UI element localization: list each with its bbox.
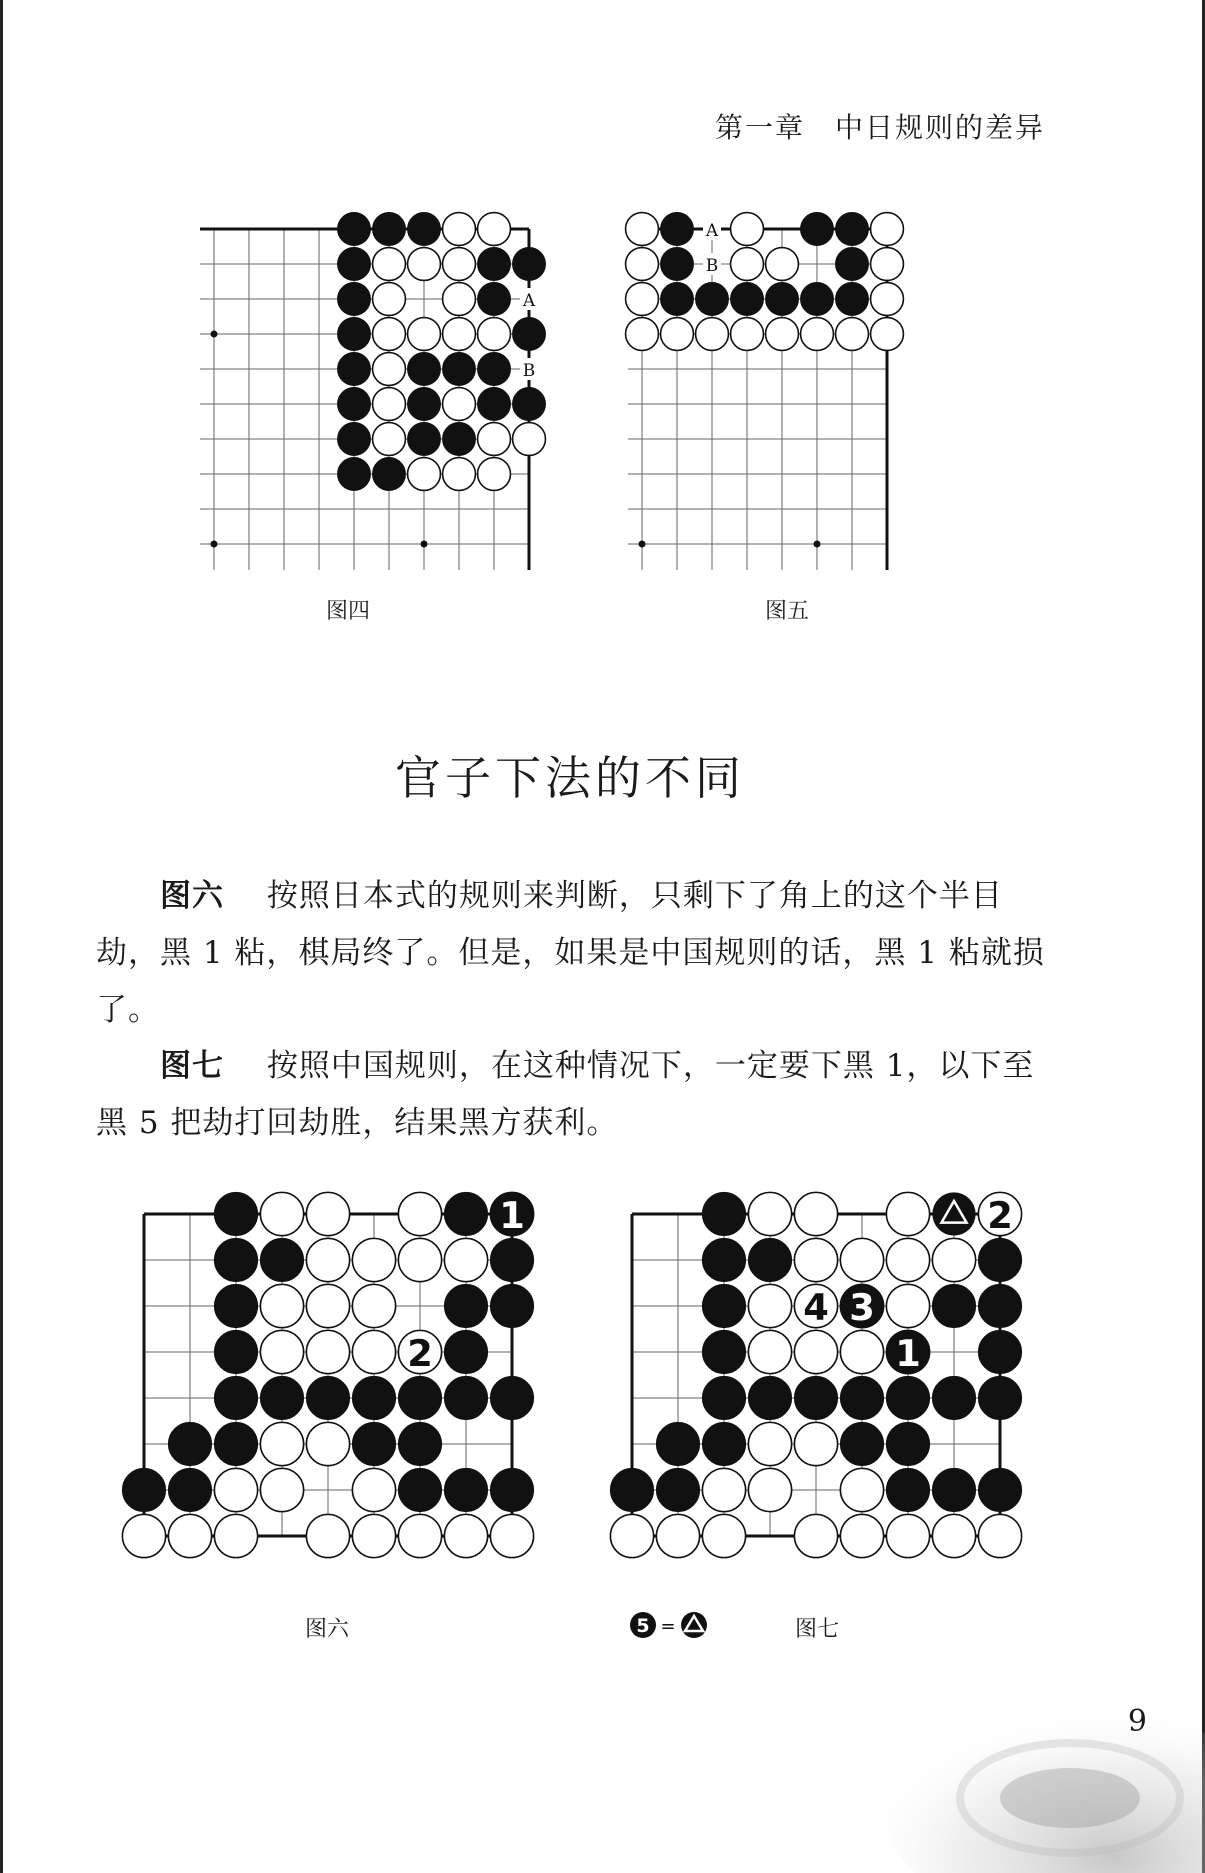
black-stone xyxy=(490,1284,533,1327)
white-stone xyxy=(766,248,799,281)
white-stone xyxy=(373,283,406,316)
black-stone xyxy=(801,213,834,246)
black-stone xyxy=(168,1468,211,1511)
black-stone xyxy=(748,1238,791,1281)
white-stone xyxy=(306,1330,349,1373)
caption-fig6: 图六 xyxy=(305,1617,350,1642)
black-stone xyxy=(443,423,476,456)
black-stone xyxy=(886,1468,929,1511)
white-stone xyxy=(661,318,694,351)
black-stone xyxy=(260,1238,303,1281)
white-stone xyxy=(836,318,869,351)
white-stone xyxy=(443,318,476,351)
caption-fig7: 图七 xyxy=(795,1617,840,1642)
white-stone xyxy=(260,1468,303,1511)
go-diagram-fig5 xyxy=(590,210,930,570)
black-stone xyxy=(338,388,371,421)
go-diagram-fig4 xyxy=(190,210,550,570)
point-label: B xyxy=(522,361,536,381)
black-stone xyxy=(661,213,694,246)
white-stone xyxy=(443,248,476,281)
black-stone xyxy=(478,388,511,421)
white-stone xyxy=(443,213,476,246)
black-stone xyxy=(352,1376,395,1419)
point-label: B xyxy=(705,256,719,276)
white-stone xyxy=(260,1284,303,1327)
chapter-header: 第一章 中日规则的差异 xyxy=(714,111,1045,144)
white-stone xyxy=(871,248,904,281)
white-stone xyxy=(626,213,659,246)
black-stone xyxy=(978,1376,1021,1419)
white-stone xyxy=(840,1468,883,1511)
black-stone xyxy=(661,283,694,316)
white-stone xyxy=(478,318,511,351)
black-stone xyxy=(444,1284,487,1327)
black-stone xyxy=(352,1422,395,1465)
move-number: 2 xyxy=(987,1193,1013,1237)
black-stone xyxy=(840,1376,883,1419)
white-stone xyxy=(408,318,441,351)
black-stone xyxy=(656,1422,699,1465)
white-stone xyxy=(352,1284,395,1327)
black-stone xyxy=(214,1422,257,1465)
white-stone xyxy=(398,1514,441,1557)
black-stone xyxy=(513,248,546,281)
white-stone xyxy=(748,1192,791,1235)
white-stone xyxy=(731,213,764,246)
white-stone xyxy=(214,1514,257,1557)
black-stone xyxy=(408,388,441,421)
hoshi-point xyxy=(211,331,218,338)
black-stone xyxy=(408,353,441,386)
black-stone xyxy=(978,1468,1021,1511)
black-stone xyxy=(444,1330,487,1373)
white-stone xyxy=(840,1238,883,1281)
black-stone xyxy=(801,283,834,316)
white-stone xyxy=(932,1514,975,1557)
black-stone xyxy=(886,1376,929,1419)
white-stone xyxy=(352,1330,395,1373)
white-stone xyxy=(871,283,904,316)
paragraph-text: 按照中国规则，在这种情况下，一定要下黑 1，以下至黑 5 把劫打回劫胜，结果黑方获利。 xyxy=(96,1048,1035,1141)
paragraph-fig7 xyxy=(96,1038,1056,1152)
black-stone xyxy=(408,423,441,456)
black-stone xyxy=(478,283,511,316)
white-stone xyxy=(696,318,729,351)
black-stone xyxy=(373,213,406,246)
white-stone xyxy=(702,1468,745,1511)
black-stone xyxy=(398,1422,441,1465)
white-stone xyxy=(373,423,406,456)
black-stone xyxy=(444,1192,487,1235)
hoshi-point xyxy=(211,541,218,548)
white-stone xyxy=(731,248,764,281)
white-stone xyxy=(260,1330,303,1373)
black-stone xyxy=(836,283,869,316)
black-stone xyxy=(978,1330,1021,1373)
black-stone xyxy=(661,248,694,281)
white-stone xyxy=(478,213,511,246)
white-stone xyxy=(352,1238,395,1281)
black-stone xyxy=(408,213,441,246)
white-stone xyxy=(352,1514,395,1557)
white-stone xyxy=(352,1468,395,1511)
white-stone xyxy=(748,1330,791,1373)
white-stone xyxy=(398,1192,441,1235)
black-stone xyxy=(978,1284,1021,1327)
white-stone xyxy=(626,283,659,316)
black-stone xyxy=(214,1238,257,1281)
black-stone xyxy=(702,1192,745,1235)
white-stone xyxy=(748,1422,791,1465)
black-stone xyxy=(513,318,546,351)
black-stone xyxy=(490,1238,533,1281)
white-stone xyxy=(794,1238,837,1281)
black-stone xyxy=(794,1376,837,1419)
black-stone xyxy=(490,1468,533,1511)
black-stone xyxy=(610,1468,653,1511)
white-stone xyxy=(373,353,406,386)
white-stone xyxy=(214,1468,257,1511)
white-stone xyxy=(443,283,476,316)
black-stone xyxy=(444,1376,487,1419)
white-stone xyxy=(443,458,476,491)
black-stone xyxy=(338,318,371,351)
point-label: A xyxy=(705,221,719,241)
white-stone xyxy=(748,1468,791,1511)
black-stone xyxy=(338,283,371,316)
black-stone xyxy=(338,248,371,281)
black-stone xyxy=(338,353,371,386)
white-stone xyxy=(731,318,764,351)
black-stone xyxy=(214,1284,257,1327)
black-stone xyxy=(478,248,511,281)
black-stone xyxy=(398,1468,441,1511)
paragraph-text: 按照日本式的规则来判断，只剩下了角上的这个半目劫，黑 1 粘，棋局终了。但是，如果是中国规则的话，黑 1 粘就损了。 xyxy=(96,878,1045,1028)
black-stone xyxy=(443,353,476,386)
white-stone xyxy=(373,318,406,351)
black-stone xyxy=(338,213,371,246)
legend-number: 5 xyxy=(636,1615,650,1637)
black-stone xyxy=(702,1284,745,1327)
white-stone xyxy=(373,388,406,421)
page-number: 9 xyxy=(1127,1704,1147,1739)
paragraph-fig6 xyxy=(96,868,1056,1039)
legend-stones xyxy=(628,1610,712,1640)
white-stone xyxy=(373,248,406,281)
move-number: 4 xyxy=(803,1285,829,1329)
white-stone xyxy=(840,1514,883,1557)
white-stone xyxy=(871,318,904,351)
white-stone xyxy=(932,1238,975,1281)
section-title: 官子下法的不同 xyxy=(395,751,745,805)
black-stone xyxy=(214,1192,257,1235)
black-stone xyxy=(214,1330,257,1373)
white-stone xyxy=(444,1514,487,1557)
white-stone xyxy=(626,318,659,351)
paragraph-label: 图六 xyxy=(160,878,224,914)
black-stone xyxy=(338,423,371,456)
go-diagram-fig6 xyxy=(118,1180,548,1590)
move-number: 1 xyxy=(499,1193,525,1237)
black-stone xyxy=(702,1422,745,1465)
white-stone xyxy=(306,1284,349,1327)
black-stone xyxy=(932,1468,975,1511)
white-stone xyxy=(513,423,546,456)
white-stone xyxy=(886,1514,929,1557)
black-stone xyxy=(836,213,869,246)
black-stone xyxy=(656,1468,699,1511)
decorative-stone-bowl-image xyxy=(875,1623,1205,1873)
white-stone xyxy=(794,1330,837,1373)
white-stone xyxy=(122,1514,165,1557)
white-stone xyxy=(748,1284,791,1327)
white-stone xyxy=(626,248,659,281)
fig7-legend xyxy=(628,1610,712,1640)
white-stone xyxy=(610,1514,653,1557)
white-stone xyxy=(490,1514,533,1557)
white-stone xyxy=(306,1422,349,1465)
white-stone xyxy=(260,1422,303,1465)
black-stone xyxy=(398,1376,441,1419)
white-stone xyxy=(306,1514,349,1557)
black-stone xyxy=(513,388,546,421)
black-stone xyxy=(886,1422,929,1465)
caption-fig4: 图四 xyxy=(326,599,371,624)
move-number: 1 xyxy=(895,1331,921,1375)
white-stone xyxy=(398,1238,441,1281)
white-stone xyxy=(801,318,834,351)
hoshi-point xyxy=(421,541,428,548)
hoshi-point xyxy=(814,541,821,548)
black-stone xyxy=(306,1376,349,1419)
black-stone xyxy=(444,1468,487,1511)
black-stone xyxy=(840,1422,883,1465)
white-stone xyxy=(444,1238,487,1281)
white-stone xyxy=(794,1192,837,1235)
black-stone xyxy=(932,1284,975,1327)
white-stone xyxy=(794,1422,837,1465)
white-stone xyxy=(478,458,511,491)
black-stone xyxy=(478,353,511,386)
black-stone xyxy=(260,1376,303,1419)
white-stone xyxy=(766,318,799,351)
black-stone xyxy=(338,458,371,491)
white-stone xyxy=(794,1514,837,1557)
black-stone xyxy=(490,1376,533,1419)
white-stone-numbered xyxy=(886,1284,929,1327)
white-stone xyxy=(702,1514,745,1557)
white-stone xyxy=(656,1514,699,1557)
black-stone xyxy=(168,1422,211,1465)
move-number: 2 xyxy=(407,1331,433,1375)
white-stone xyxy=(443,388,476,421)
white-stone xyxy=(478,423,511,456)
black-stone xyxy=(748,1376,791,1419)
svg-text:=: = xyxy=(660,1616,676,1637)
white-stone xyxy=(886,1192,929,1235)
white-stone xyxy=(306,1192,349,1235)
hoshi-point xyxy=(639,541,646,548)
white-stone xyxy=(260,1192,303,1235)
black-stone xyxy=(766,283,799,316)
move-number: 3 xyxy=(849,1285,875,1329)
white-stone xyxy=(886,1238,929,1281)
black-stone xyxy=(836,248,869,281)
point-label: A xyxy=(522,291,536,311)
white-stone xyxy=(871,213,904,246)
white-stone xyxy=(978,1514,1021,1557)
white-stone xyxy=(306,1238,349,1281)
paragraph-label: 图七 xyxy=(160,1048,224,1084)
black-stone xyxy=(214,1376,257,1419)
go-diagram-fig7 xyxy=(606,1180,1036,1590)
white-stone xyxy=(408,458,441,491)
white-stone xyxy=(168,1514,211,1557)
black-stone xyxy=(702,1238,745,1281)
white-stone xyxy=(840,1330,883,1373)
black-stone xyxy=(978,1238,1021,1281)
black-stone xyxy=(696,283,729,316)
caption-fig5: 图五 xyxy=(765,599,810,624)
black-stone xyxy=(932,1376,975,1419)
black-stone xyxy=(702,1376,745,1419)
black-stone xyxy=(373,458,406,491)
black-stone xyxy=(122,1468,165,1511)
black-stone xyxy=(702,1330,745,1373)
black-stone xyxy=(731,283,764,316)
white-stone xyxy=(408,248,441,281)
